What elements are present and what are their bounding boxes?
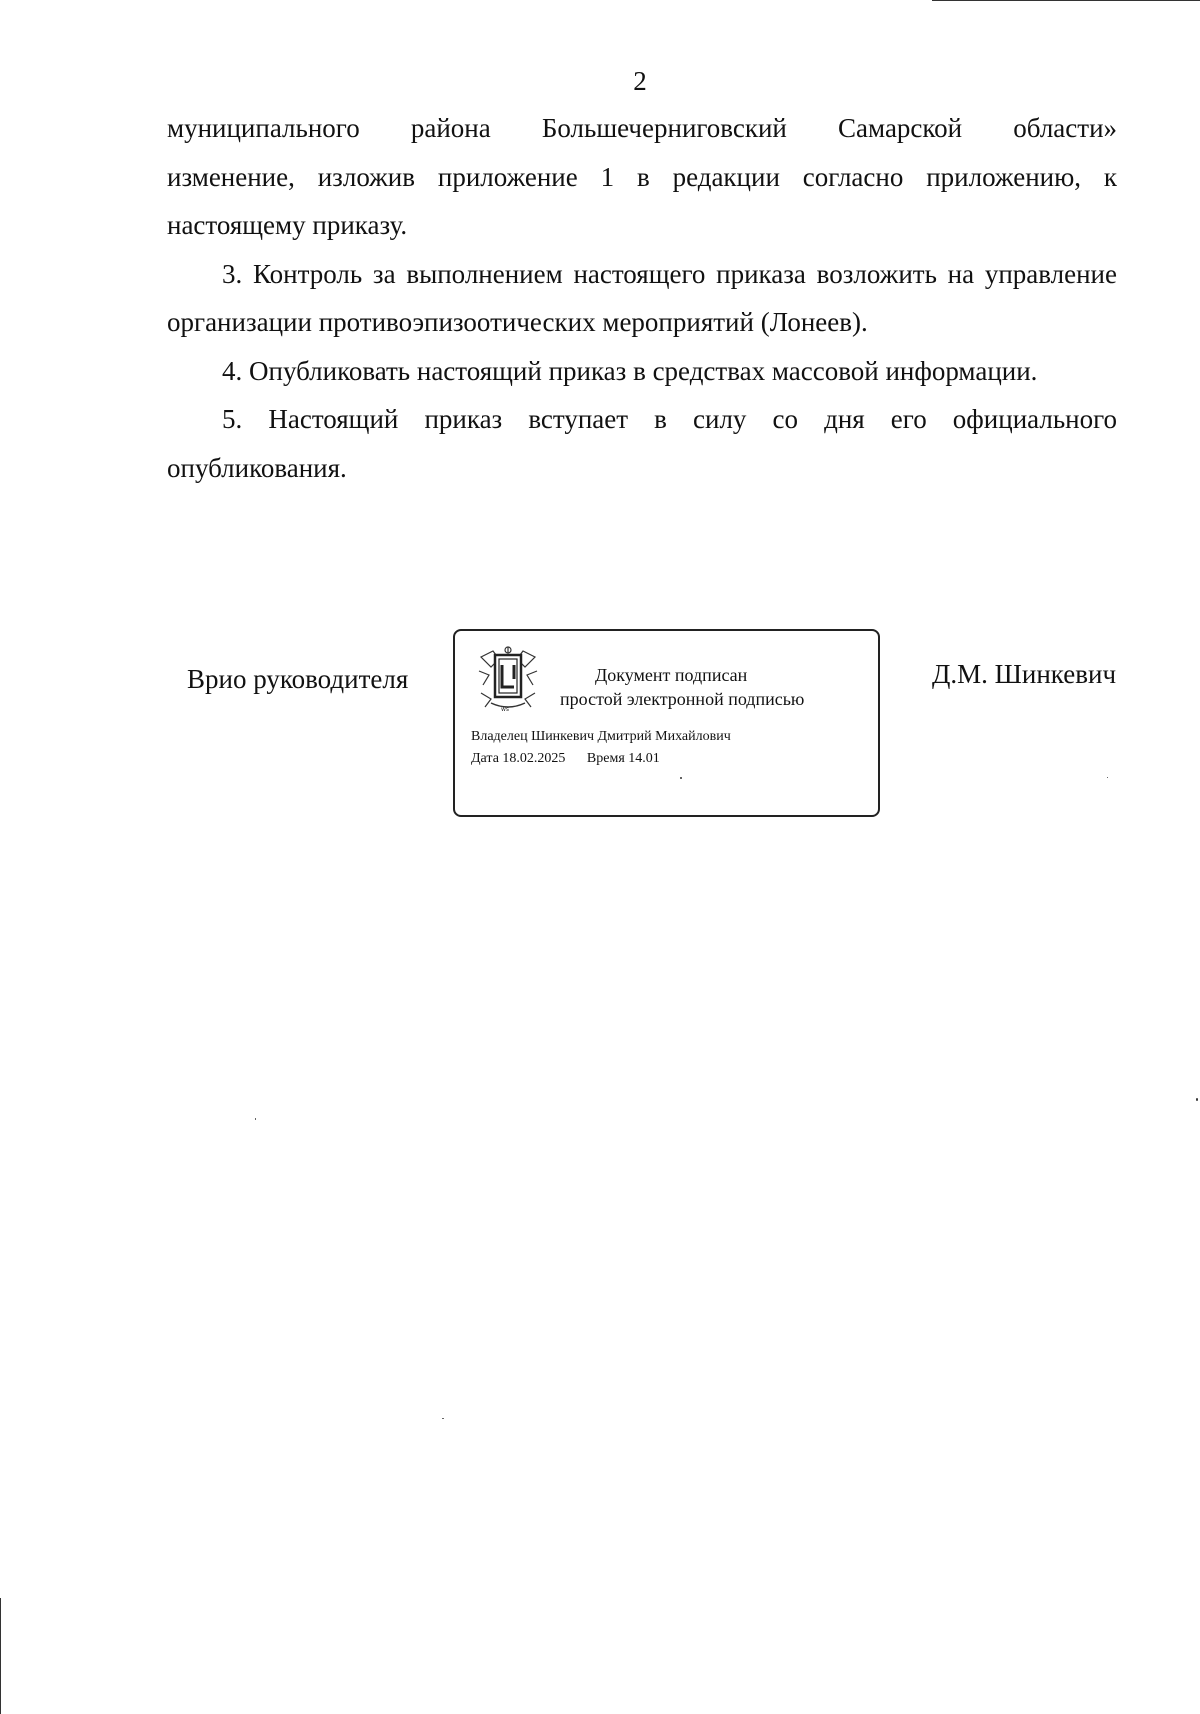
word: Большечерниговский [541,113,787,143]
stamp-date: Дата 18.02.2025 [471,751,566,766]
page-number: 2 [633,66,647,96]
stamp-time: Время 14.01 [586,751,660,766]
coat-of-arms-icon [473,645,543,715]
document-body [167,104,1117,492]
word: района [410,113,491,143]
stamp-owner: Владелец Шинкевич Дмитрий Михайлович [471,729,731,744]
scan-speck [442,1418,444,1419]
signer-title: Врио руководителя [187,664,409,694]
electronic-signature-stamp [453,629,880,817]
scan-speck [680,777,682,779]
scan-speck [1196,1098,1198,1101]
word: области» [1013,113,1118,143]
scan-speck [255,1118,256,1120]
scan-edge-line-top [932,0,1200,1]
paragraph-5: 5. Настоящий приказ вступает в силу со дня его официального опубликования. [167,404,1117,483]
signer-name: Д.М. Шинкевич [932,659,1117,689]
stamp-datetime [471,751,660,767]
stamp-signed-label: Документ подписан [595,665,748,685]
paragraph-continuation-line [167,104,1117,153]
word: Самарской [838,113,963,143]
scan-speck [1107,777,1108,778]
paragraph-continuation-rest: изменение, изложив приложение 1 в редакции согласно приложению, к настоящему приказу. [167,161,1117,240]
word: муниципального [167,113,360,143]
paragraph-3: 3. Контроль за выполнением настоящего приказа возложить на управление организации противоэпизоотических мероприятий (Лонеев). [167,258,1117,337]
stamp-signature-type: простой электронной подписью [560,689,805,709]
svg-text:ws: ws [501,706,510,713]
scan-edge-line-left [0,1598,1,1714]
paragraph-4: 4. Опубликовать настоящий приказ в средствах массовой информации. [222,355,1038,386]
